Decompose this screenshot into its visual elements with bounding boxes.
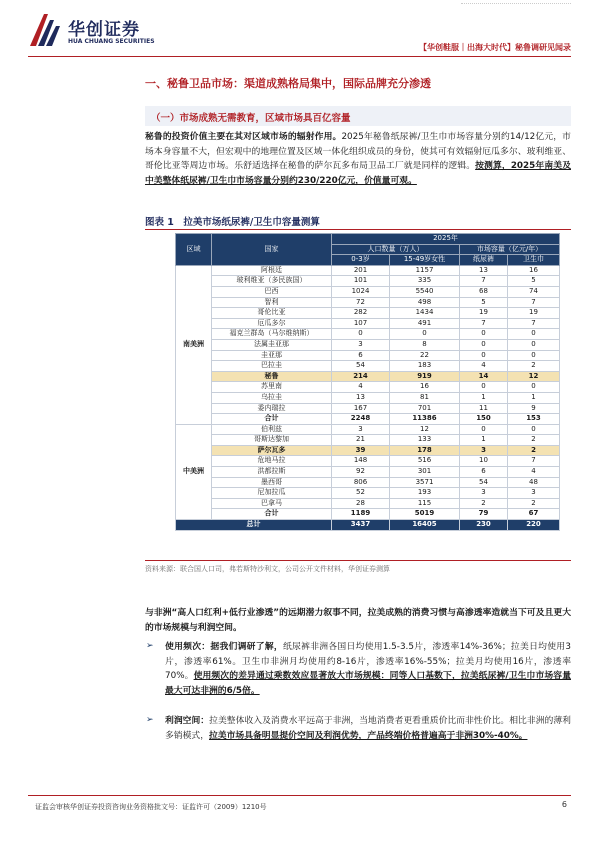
value-cell: 1024 [332,286,390,297]
value-cell: 81 [390,392,460,403]
bullet2-label: 利润空间： [165,716,210,726]
value-cell: 3 [332,424,390,435]
value-cell: 193 [390,488,460,499]
bullet1-body: 纸尿裤非洲各国日均使用1.5-3.5片，渗透率14%-36%；拉美日均使用3片，渗透率61%。卫生巾非洲月均使用约8-16片，渗透率16%-55%；拉美月均使用16片，渗透率70%。 [165,642,571,682]
country-cell: 苏里南 [212,382,332,393]
bullet1-lead: 据我们调研了解， [210,642,283,652]
value-cell: 2 [508,498,560,509]
country-cell: 乌拉圭 [212,392,332,403]
total-value-cell: 230 [460,520,508,531]
table-row [176,276,560,287]
table-row [176,329,560,340]
value-cell: 0 [390,329,460,340]
country-cell: 秘鲁 [212,371,332,382]
value-cell: 2 [508,435,560,446]
value-cell: 54 [460,477,508,488]
value-cell: 0 [508,329,560,340]
value-cell: 0 [332,329,390,340]
value-cell: 133 [390,435,460,446]
bullet1-label: 使用频次： [165,642,211,652]
logo-text-en: HUA CHUANG SECURITIES [68,38,155,45]
country-cell: 智利 [212,297,332,308]
value-cell: 3 [332,339,390,350]
value-cell: 12 [508,371,560,382]
logo-mark-icon [28,12,62,48]
table-row [176,435,560,446]
value-cell: 150 [460,414,508,425]
value-cell: 16 [508,265,560,276]
table-row [176,414,560,425]
table-row [176,488,560,499]
table-row [176,308,560,319]
table-row [176,392,560,403]
value-cell: 5 [508,276,560,287]
col-country: 国家 [212,234,332,266]
total-value-cell: 16405 [390,520,460,531]
value-cell: 7 [460,276,508,287]
value-cell: 2248 [332,414,390,425]
value-cell: 0 [508,424,560,435]
value-cell: 52 [332,488,390,499]
section-title: 一、秘鲁卫品市场：渠道成熟格局集中，国际品牌充分渗透 [145,77,431,90]
figure-title-rule [145,229,571,230]
value-cell: 16 [390,382,460,393]
logo-text-cn: 华创证券 [68,20,140,40]
value-cell: 13 [460,265,508,276]
value-cell: 22 [390,350,460,361]
value-cell: 2 [508,361,560,372]
col-sanitary-pad: 卫生巾 [508,255,560,266]
value-cell: 7 [508,456,560,467]
source-rule [145,560,571,561]
table-row [176,456,560,467]
country-cell: 巴拉圭 [212,361,332,372]
country-cell: 萨尔瓦多 [212,445,332,456]
value-cell: 0 [460,329,508,340]
value-cell: 12 [390,424,460,435]
value-cell: 92 [332,467,390,478]
table-row [176,467,560,478]
header-divider [28,56,571,57]
value-cell: 4 [332,382,390,393]
total-value-cell: 220 [508,520,560,531]
value-cell: 0 [460,350,508,361]
value-cell: 9 [508,403,560,414]
country-cell: 哥伦比亚 [212,308,332,319]
value-cell: 28 [332,498,390,509]
value-cell: 3 [460,445,508,456]
value-cell: 0 [508,350,560,361]
value-cell: 0 [508,382,560,393]
value-cell: 1434 [390,308,460,319]
table-row [176,445,560,456]
paragraph-market-size [145,130,571,206]
table-row [176,297,560,308]
value-cell: 48 [508,477,560,488]
country-cell: 合计 [212,414,332,425]
country-cell: 墨西哥 [212,477,332,488]
country-cell: 阿根廷 [212,265,332,276]
value-cell: 0 [460,382,508,393]
value-cell: 201 [332,265,390,276]
company-logo [28,12,178,52]
bullet-arrow-icon: ➢ [146,715,154,725]
value-cell: 0 [460,424,508,435]
value-cell: 1 [460,435,508,446]
value-cell: 178 [390,445,460,456]
report-series-title: 【华创鞋服｜出海大时代】秘鲁调研见闻录 [419,43,571,52]
value-cell: 167 [332,403,390,414]
table-body [176,265,560,530]
bullet-profit-space [165,714,571,758]
value-cell: 516 [390,456,460,467]
value-cell: 1189 [332,509,390,520]
value-cell: 0 [460,339,508,350]
value-cell: 1 [508,392,560,403]
country-cell: 巴拿马 [212,498,332,509]
value-cell: 11386 [390,414,460,425]
total-label-cell: 总计 [176,520,332,531]
value-cell: 5019 [390,509,460,520]
country-cell: 法属圭亚那 [212,339,332,350]
value-cell: 2 [508,445,560,456]
table-row [176,424,560,435]
value-cell: 67 [508,509,560,520]
value-cell: 491 [390,318,460,329]
bullet2-body: 拉美整体收入及消费水平远高于非洲，当地消费者更看重质价比而非性价比。相比非洲的薄利多销模式， [165,716,571,741]
value-cell: 3571 [390,477,460,488]
value-cell: 4 [460,361,508,372]
country-cell: 哥斯达黎加 [212,435,332,446]
value-cell: 919 [390,371,460,382]
table-row [176,339,560,350]
table-row [176,265,560,276]
table-row [176,371,560,382]
value-cell: 8 [390,339,460,350]
table-row [176,403,560,414]
country-cell: 委内瑞拉 [212,403,332,414]
value-cell: 68 [460,286,508,297]
table-row [176,382,560,393]
country-cell: 伯利兹 [212,424,332,435]
value-cell: 54 [332,361,390,372]
table-row [176,286,560,297]
footer-license: 证监会审核华创证券投资咨询业务资格批文号：证监许可（2009）1210号 [35,803,267,811]
bullet2-highlight: 拉美市场具备明显提价空间及利润优势，产品终端价格普遍高于非洲30%-40%。 [209,730,528,741]
value-cell: 21 [332,435,390,446]
value-cell: 0 [508,339,560,350]
table-row [176,350,560,361]
value-cell: 1 [460,392,508,403]
value-cell: 7 [460,318,508,329]
value-cell: 2 [460,498,508,509]
country-cell: 圭亚那 [212,350,332,361]
col-age-0-3: 0-3岁 [332,255,390,266]
table-row [176,509,560,520]
table-row [176,318,560,329]
table-row [176,361,560,372]
value-cell: 498 [390,297,460,308]
value-cell: 19 [508,308,560,319]
paragraph-intro: 与非洲“高人口红利+低行业渗透”的远期潜力叙事不同，拉美成熟的消费习惯与高渗透率造就当下可及且更大的市场规模与利润空间。 [145,608,571,633]
value-cell: 13 [332,392,390,403]
country-cell: 尼加拉瓜 [212,488,332,499]
value-cell: 6 [460,467,508,478]
value-cell: 1157 [390,265,460,276]
value-cell: 107 [332,318,390,329]
value-cell: 7 [508,297,560,308]
para1-highlight: 按测算，2025年南美及中美整体纸尿裤/卫生巾市场容量分别约230/220亿元，价值量可观。 [145,161,571,186]
top-dotted-rule [461,3,571,4]
table-row [176,477,560,488]
col-year: 2025年 [332,234,560,245]
country-cell: 厄瓜多尔 [212,318,332,329]
grand-total-row [176,520,560,531]
footer-divider [28,795,571,796]
value-cell: 148 [332,456,390,467]
para1-lead: 秘鲁的投资价值主要在其对区域市场的辐射作用。 [145,132,342,142]
table-row [176,498,560,509]
value-cell: 19 [460,308,508,319]
value-cell: 79 [460,509,508,520]
total-value-cell: 3437 [332,520,390,531]
col-diaper: 纸尿裤 [460,255,508,266]
value-cell: 3 [508,488,560,499]
col-region: 区域 [176,234,212,266]
value-cell: 335 [390,276,460,287]
para1-body: 2025年秘鲁纸尿裤/卫生巾市场容量分别约14/12亿元，市场本身容量不大，但宏观中的地理位置及区域一体化组织成员的身份，使其可有效辐射厄瓜多尔、玻利维亚、哥伦比亚等周边市场。乐舒适选择在秘鲁的萨尔瓦多布局卫品工厂就是同样的逻辑。 [145,132,571,172]
value-cell: 153 [508,414,560,425]
col-population: 人口数量（万人） [332,244,460,255]
value-cell: 4 [508,467,560,478]
value-cell: 6 [332,350,390,361]
value-cell: 214 [332,371,390,382]
value-cell: 39 [332,445,390,456]
country-cell: 洪都拉斯 [212,467,332,478]
country-cell: 巴西 [212,286,332,297]
value-cell: 14 [460,371,508,382]
value-cell: 301 [390,467,460,478]
source-note: 资料来源：联合国人口司，弗若斯特沙利文，公司公开文件材料，华创证券测算 [145,565,390,573]
col-market-size: 市场容量（亿元/年） [460,244,560,255]
subsection-title: （一）市场成熟无需教育，区域市场具百亿容量 [145,106,571,126]
latam-market-table [175,233,560,531]
value-cell: 282 [332,308,390,319]
value-cell: 5 [460,297,508,308]
country-cell: 危地马拉 [212,456,332,467]
value-cell: 806 [332,477,390,488]
value-cell: 701 [390,403,460,414]
bullet1-highlight: 使用频次的差异通过乘数效应显著放大市场规模：同等人口基数下，拉美纸尿裤/卫生巾市场容量最大可达非洲的6/5倍。 [165,671,571,696]
country-cell: 福克兰群岛（马尔维纳斯） [212,329,332,340]
col-female-15-49: 15-49岁女性 [390,255,460,266]
country-cell: 合计 [212,509,332,520]
value-cell: 183 [390,361,460,372]
value-cell: 7 [508,318,560,329]
value-cell: 101 [332,276,390,287]
value-cell: 5540 [390,286,460,297]
bullet-arrow-icon: ➢ [146,641,154,651]
region-cell: 中美洲 [176,424,212,519]
region-cell: 南美洲 [176,265,212,424]
page-number: 6 [561,800,567,809]
figure-title: 图表 1 拉美市场纸尿裤/卫生巾容量测算 [145,217,320,228]
value-cell: 115 [390,498,460,509]
value-cell: 10 [460,456,508,467]
value-cell: 72 [332,297,390,308]
value-cell: 3 [460,488,508,499]
bullet-usage-frequency [165,640,571,712]
country-cell: 玻利维亚（多民族国） [212,276,332,287]
value-cell: 74 [508,286,560,297]
value-cell: 11 [460,403,508,414]
